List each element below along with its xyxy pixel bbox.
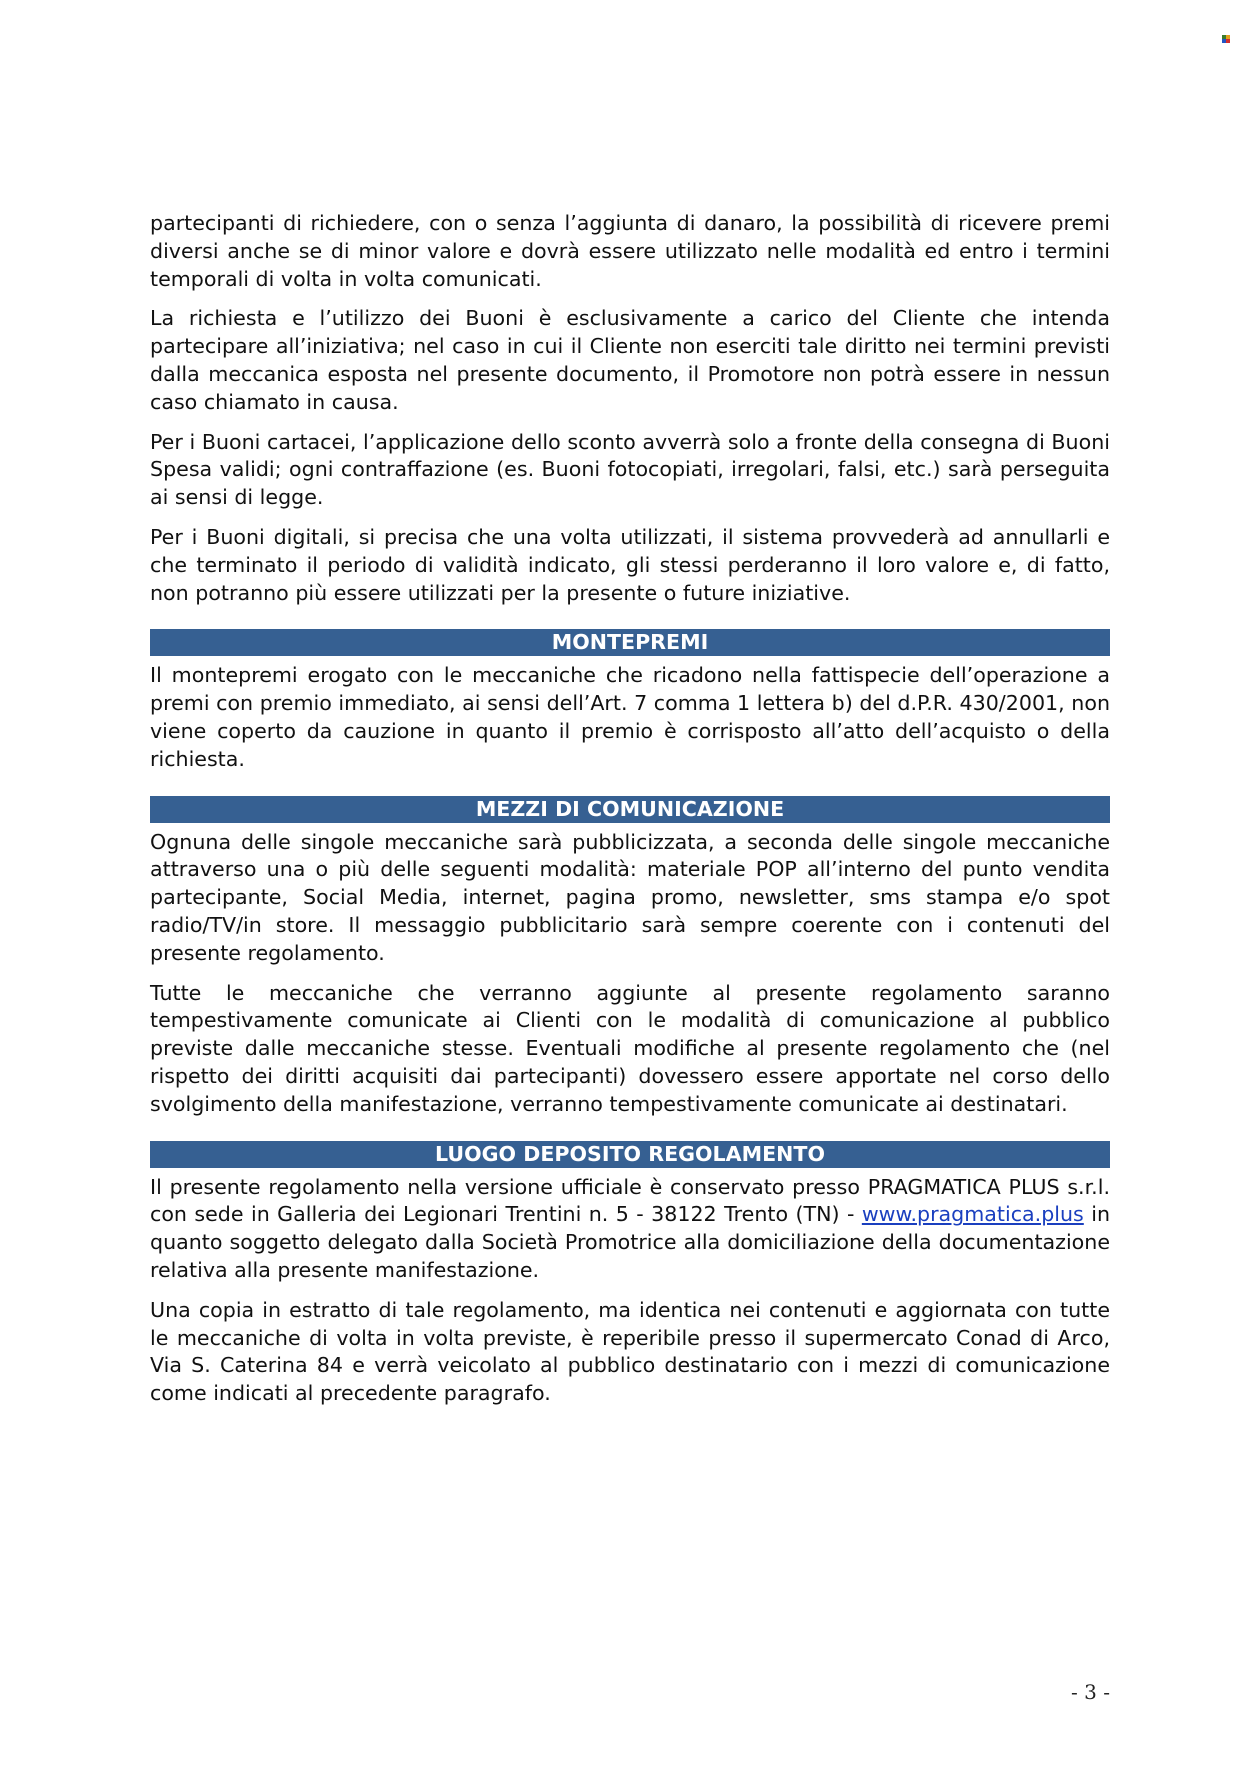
luogo-paragraph-1-text-b: in quanto soggetto delegato dalla Società Promotrice alla domiciliazione della documentazione relativa alla presente manifestazione.	[150, 1202, 1110, 1282]
luogo-paragraph-1	[150, 1174, 1110, 1285]
corner-color-mark	[1222, 35, 1230, 43]
montepremi-paragraph: Il montepremi erogato con le meccaniche che ricadono nella fattispecie dell’operazione a premi con premio immediato, ai sensi dell’Art. 7 comma 1 lettera b) del d.P.R. 430/2001, non viene coperto da cauzione in quanto il premio è corrisposto all’atto dell’acquisto o della richiesta.	[150, 663, 1110, 771]
document-body	[150, 210, 1110, 1420]
corner-mark-red	[1226, 39, 1230, 43]
pragmatica-website-link[interactable]: www.pragmatica.plus	[861, 1202, 1084, 1227]
section-heading-mezzi-comunicazione: MEZZI DI COMUNICAZIONE	[150, 796, 1110, 823]
page-number: - 3 -	[1071, 1680, 1110, 1704]
luogo-paragraph-2: Una copia in estratto di tale regolamento, ma identica nei contenuti e aggiornata con tutte le meccaniche di volta in volta previste, è reperibile presso il supermercato Conad di Arco, Via S. Caterina 84 e verrà veicolato al pubblico destinatario con i mezzi di comunicazione come indicati al precedente paragrafo.	[150, 1297, 1110, 1406]
mezzi-paragraph-2: Tutte le meccaniche che verranno aggiunte al presente regolamento saranno tempestivamente comunicate ai Clienti con le modalità di comunicazione al pubblico previste dalle meccaniche stesse. Eventuali modifiche al presente regolamento che (nel rispetto dei diritti acquisiti dai partecipanti) dovessero essere apportate nel corso dello svolgimento della manifestazione, verranno tempestivamente comunicate ai destinatari.	[150, 980, 1110, 1116]
intro-paragraph-2: La richiesta e l’utilizzo dei Buoni è esclusivamente a carico del Cliente che intenda partecipare all’iniziativa; nel caso in cui il Cliente non eserciti tale diritto nei termini previsti dalla meccanica esposta nel presente documento, il Promotore non potrà essere in nessun caso chiamato in causa.	[150, 306, 1110, 414]
luogo-paragraph-1-text-a: Il presente regolamento nella versione ufficiale è conservato presso PRAGMATICA PLUS s.r.l. con sede in Galleria dei Legionari Trentini n. 5 - 38122 Trento (TN) -	[150, 1174, 1110, 1227]
intro-paragraph-3: Per i Buoni cartacei, l’applicazione dello sconto avverrà solo a fronte della consegna di Buoni Spesa validi; ogni contraffazione (es. Buoni fotocopiati, irregolari, falsi, etc.) sarà perseguita ai sensi di legge.	[150, 429, 1110, 510]
intro-paragraph-4: Per i Buoni digitali, si precisa che una volta utilizzati, il sistema provvederà ad annullarli e che terminato il periodo di validità indicato, gli stessi perderanno il loro valore e, di fatto, non potranno più essere utilizzati per la presente o future iniziative.	[150, 524, 1110, 605]
intro-paragraph-1: partecipanti di richiedere, con o senza l’aggiunta di danaro, la possibilità di ricevere premi diversi anche se di minor valore e dovrà essere utilizzato nelle modalità ed entro i termini temporali di volta in volta comunicati.	[150, 211, 1110, 291]
section-heading-montepremi: MONTEPREMI	[150, 629, 1110, 656]
mezzi-paragraph-1: Ognuna delle singole meccaniche sarà pubblicizzata, a seconda delle singole meccaniche attraverso una o più delle seguenti modalità: materiale POP all’interno del punto vendita partecipante, Social Media, internet, pagina promo, newsletter, sms stampa e/o spot radio/TV/in store. Il messaggio pubblicitario sarà sempre coerente con i contenuti del presente regolamento.	[150, 829, 1110, 965]
section-heading-luogo-deposito: LUOGO DEPOSITO REGOLAMENTO	[150, 1141, 1110, 1168]
